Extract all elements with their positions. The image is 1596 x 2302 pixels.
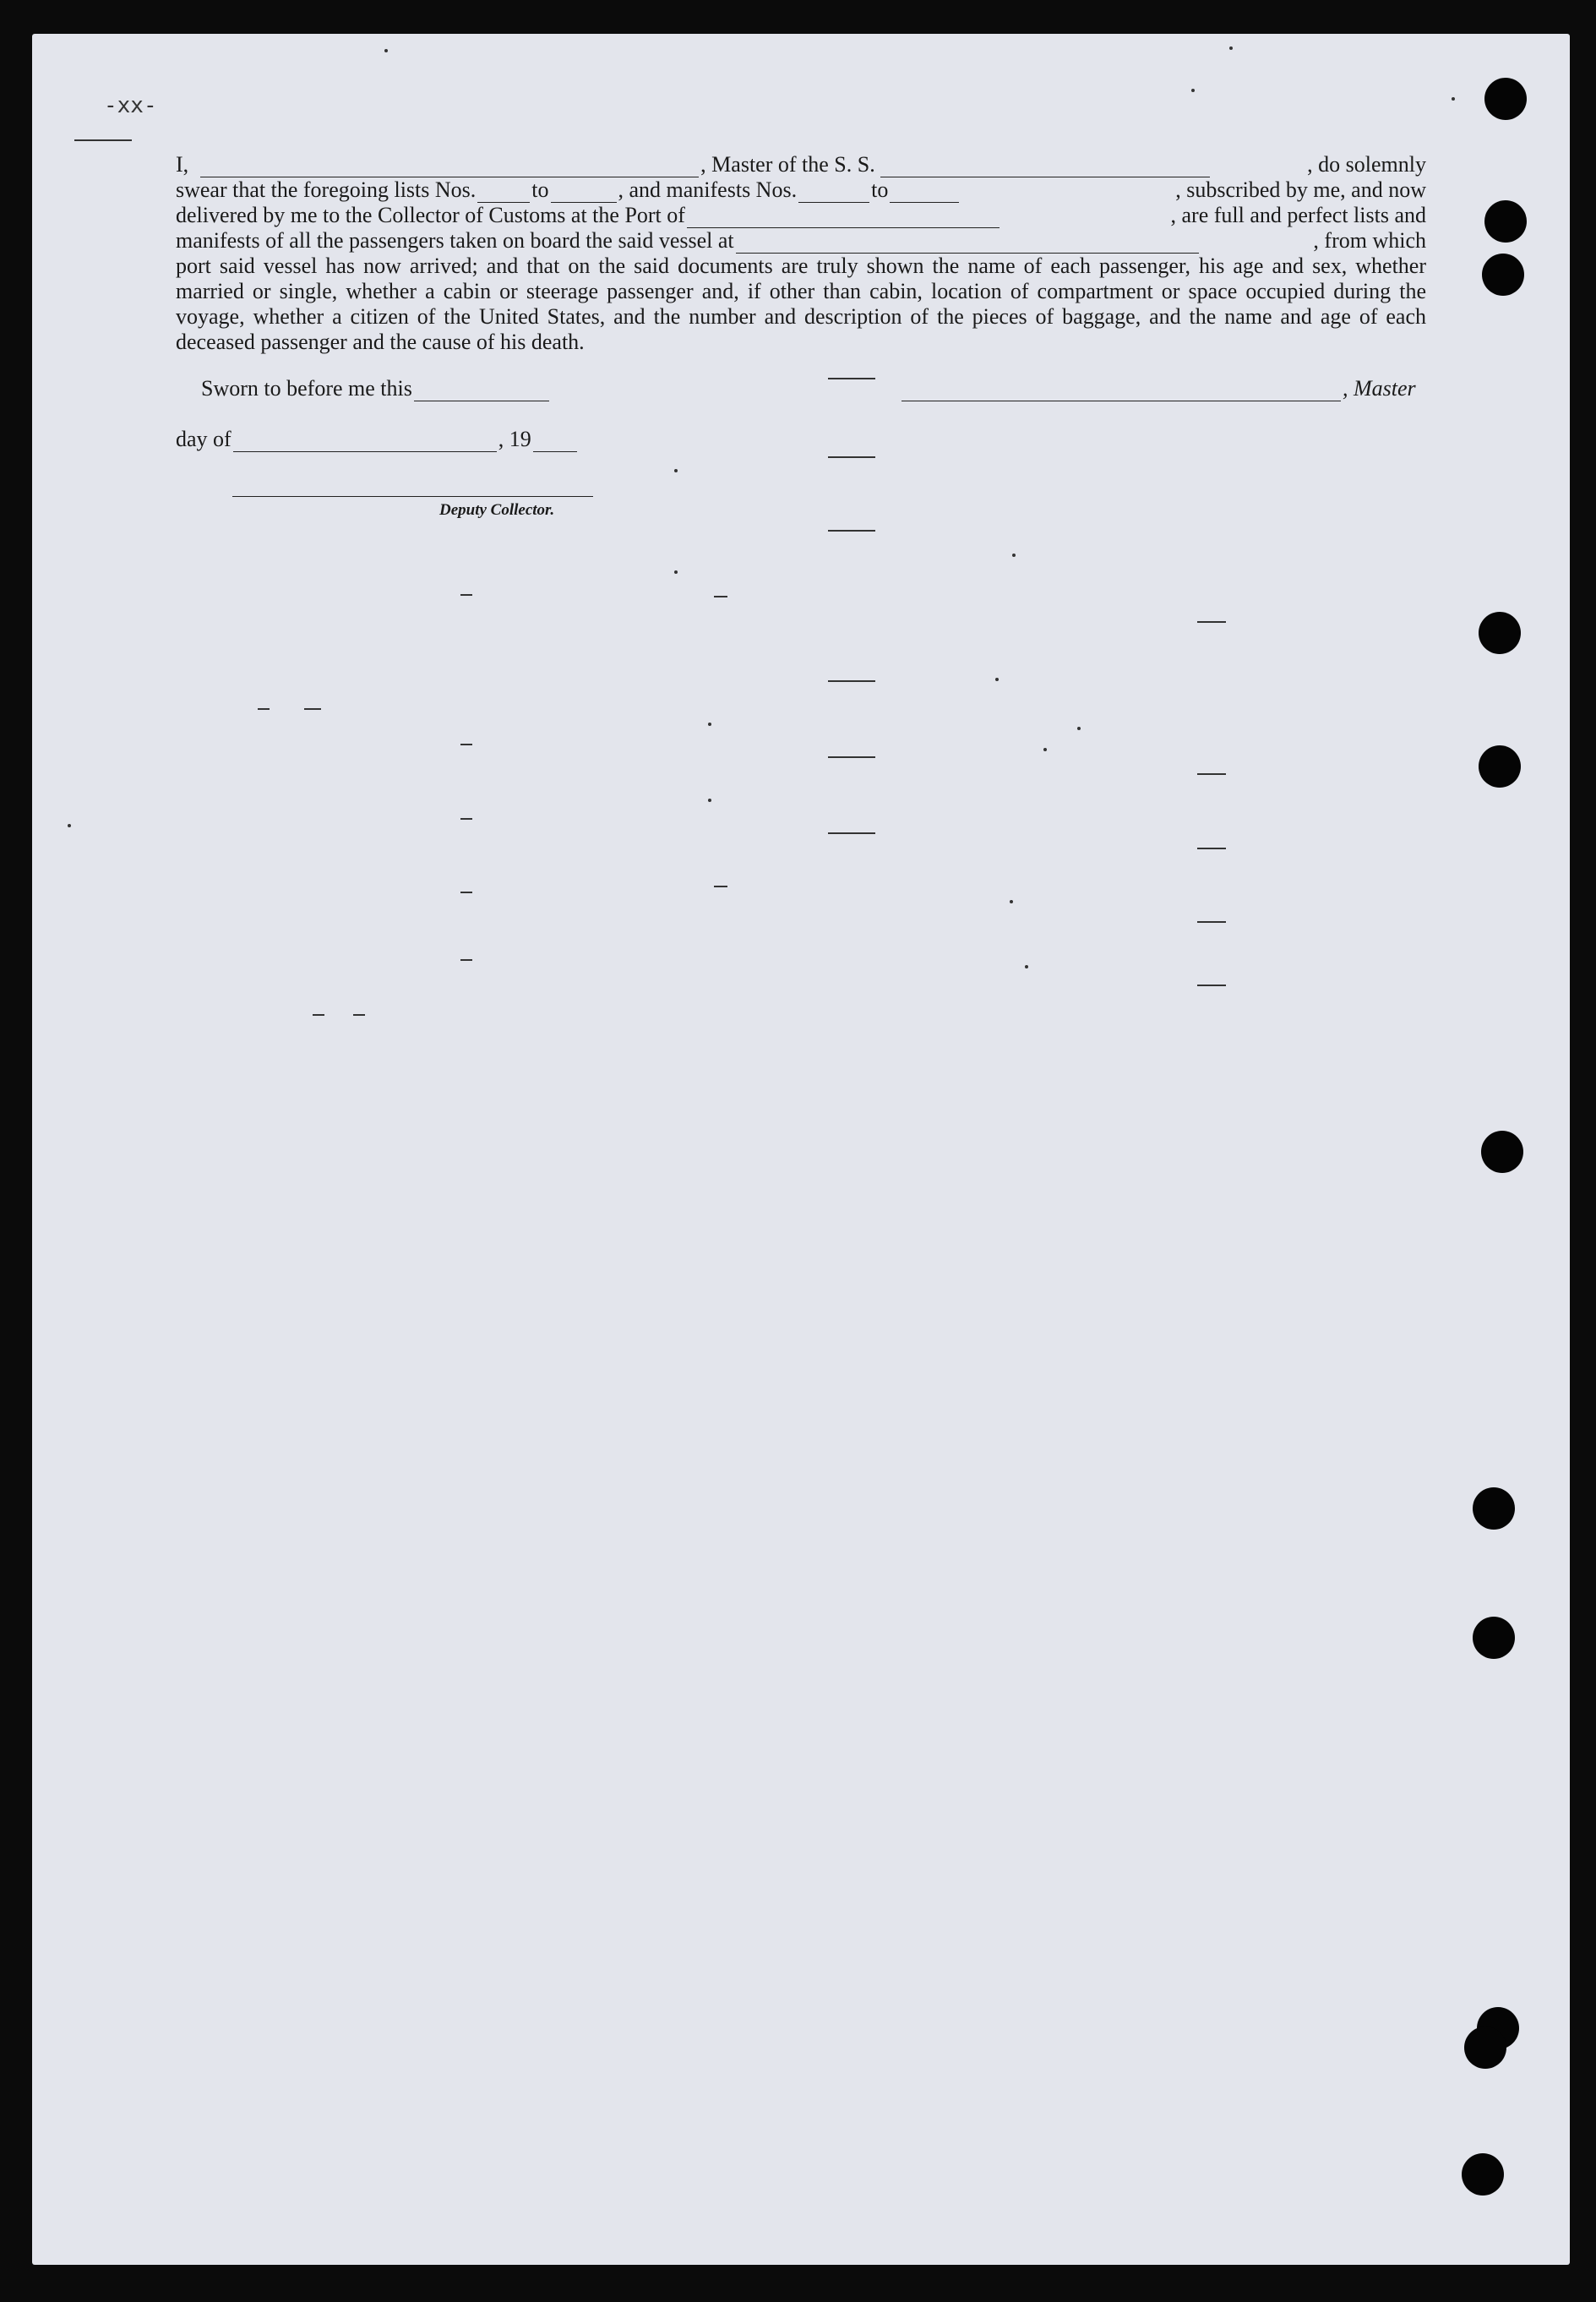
stray-dot <box>1452 97 1455 101</box>
binder-hole <box>1464 2027 1506 2069</box>
stray-mark <box>460 594 472 596</box>
stray-mark <box>828 456 875 458</box>
manifests-to-field[interactable] <box>890 183 959 203</box>
margin-mark: -xx- <box>104 93 157 118</box>
stray-mark <box>828 378 875 379</box>
oath-and-manifests: , and manifests Nos. <box>618 177 798 202</box>
oath-line-4 <box>176 228 1426 254</box>
stray-dot <box>1043 748 1047 751</box>
oath-from-which: , from which <box>1313 228 1426 253</box>
binder-hole <box>1473 1487 1515 1530</box>
oath-to-2: to <box>871 177 889 202</box>
port-field[interactable] <box>687 209 1000 228</box>
stray-mark <box>714 886 727 887</box>
binder-hole <box>1479 745 1521 788</box>
stray-dot <box>1025 965 1028 968</box>
deputy-collector-label: Deputy Collector. <box>439 501 555 519</box>
oath-line-2 <box>176 177 1426 203</box>
master-signature-row <box>900 376 1416 401</box>
stray-mark <box>1197 848 1226 849</box>
oath-i: I, <box>176 152 189 177</box>
binder-hole <box>1484 200 1527 243</box>
oath-line-1 <box>176 152 1426 177</box>
stray-dot <box>674 570 678 574</box>
stray-mark <box>1197 921 1226 923</box>
stray-mark <box>828 680 875 682</box>
stray-mark <box>1197 621 1226 623</box>
manifests-from-field[interactable] <box>798 183 869 203</box>
stray-mark <box>353 1014 365 1016</box>
stray-dot <box>708 799 711 802</box>
stray-dot <box>1077 727 1081 730</box>
binder-hole <box>1482 254 1524 296</box>
sworn-date-field[interactable] <box>414 382 549 401</box>
binder-hole <box>1479 612 1521 654</box>
stray-mark <box>828 756 875 758</box>
stray-mark <box>828 530 875 532</box>
stray-dot <box>1191 89 1195 92</box>
day-of-text: day of <box>176 427 232 451</box>
stray-mark <box>828 832 875 834</box>
lists-from-field[interactable] <box>477 183 530 203</box>
stray-dot <box>1012 554 1016 557</box>
oath-do-solemnly: , do solemnly <box>1307 152 1426 177</box>
stray-mark <box>304 708 321 710</box>
lists-to-field[interactable] <box>551 183 617 203</box>
day-of-field[interactable] <box>233 433 497 452</box>
oath-subscribed: , subscribed by me, and now <box>1175 177 1426 202</box>
master-signature-field[interactable] <box>901 382 1341 401</box>
stray-dot <box>995 678 999 681</box>
oath-swear: swear that the foregoing lists Nos. <box>176 177 477 202</box>
oath-full-perfect: , are full and perfect lists and <box>1170 203 1426 227</box>
stray-mark <box>313 1014 324 1016</box>
stray-dot <box>674 469 678 472</box>
stray-dot <box>1010 900 1013 903</box>
master-label: , Master <box>1343 376 1416 401</box>
stray-mark <box>460 818 472 820</box>
stray-mark <box>258 708 270 710</box>
stray-mark <box>1197 985 1226 986</box>
stray-mark <box>1197 773 1226 775</box>
oath-master-ss: , Master of the S. S. <box>700 152 875 177</box>
stray-mark <box>714 596 727 597</box>
stray-dot <box>384 49 388 52</box>
stray-mark <box>460 959 472 961</box>
master-name-field[interactable] <box>200 158 699 177</box>
sworn-row <box>201 376 551 401</box>
stray-mark <box>460 744 472 745</box>
binder-hole <box>1484 78 1527 120</box>
binder-hole <box>1473 1617 1515 1659</box>
year-prefix: , 19 <box>498 427 531 451</box>
departure-port-field[interactable] <box>736 234 1199 254</box>
binder-hole <box>1481 1131 1523 1173</box>
binder-hole <box>1462 2153 1504 2196</box>
year-field[interactable] <box>533 433 577 452</box>
stray-dot <box>1229 46 1233 50</box>
stray-dot <box>68 824 71 827</box>
stray-mark <box>74 139 132 141</box>
oath-body: port said vessel has now arrived; and that on the said documents are truly shown the name of each passenger, his age and sex, whether married or single, whether a cabin or steerage passenger and, if other than cabin, location of compartment or space occupied during the voyage, whether a citizen of the United States, and the number and description of the pieces of baggage, and the name and age of each deceased passenger and the cause of his death. <box>176 254 1426 354</box>
deputy-signature-line[interactable] <box>232 496 593 497</box>
document-page <box>32 34 1570 2265</box>
oath-line-3 <box>176 203 1426 228</box>
oath-delivered: delivered by me to the Collector of Customs at the Port of <box>176 203 685 227</box>
sworn-text: Sworn to before me this <box>201 376 412 401</box>
oath-manifests-all: manifests of all the passengers taken on board the said vessel at <box>176 228 734 253</box>
stray-mark <box>460 892 472 893</box>
oath-to-1: to <box>531 177 549 202</box>
oath-paragraph <box>176 152 1426 355</box>
ship-name-field[interactable] <box>880 158 1210 177</box>
day-of-row <box>176 427 579 452</box>
stray-dot <box>708 723 711 726</box>
